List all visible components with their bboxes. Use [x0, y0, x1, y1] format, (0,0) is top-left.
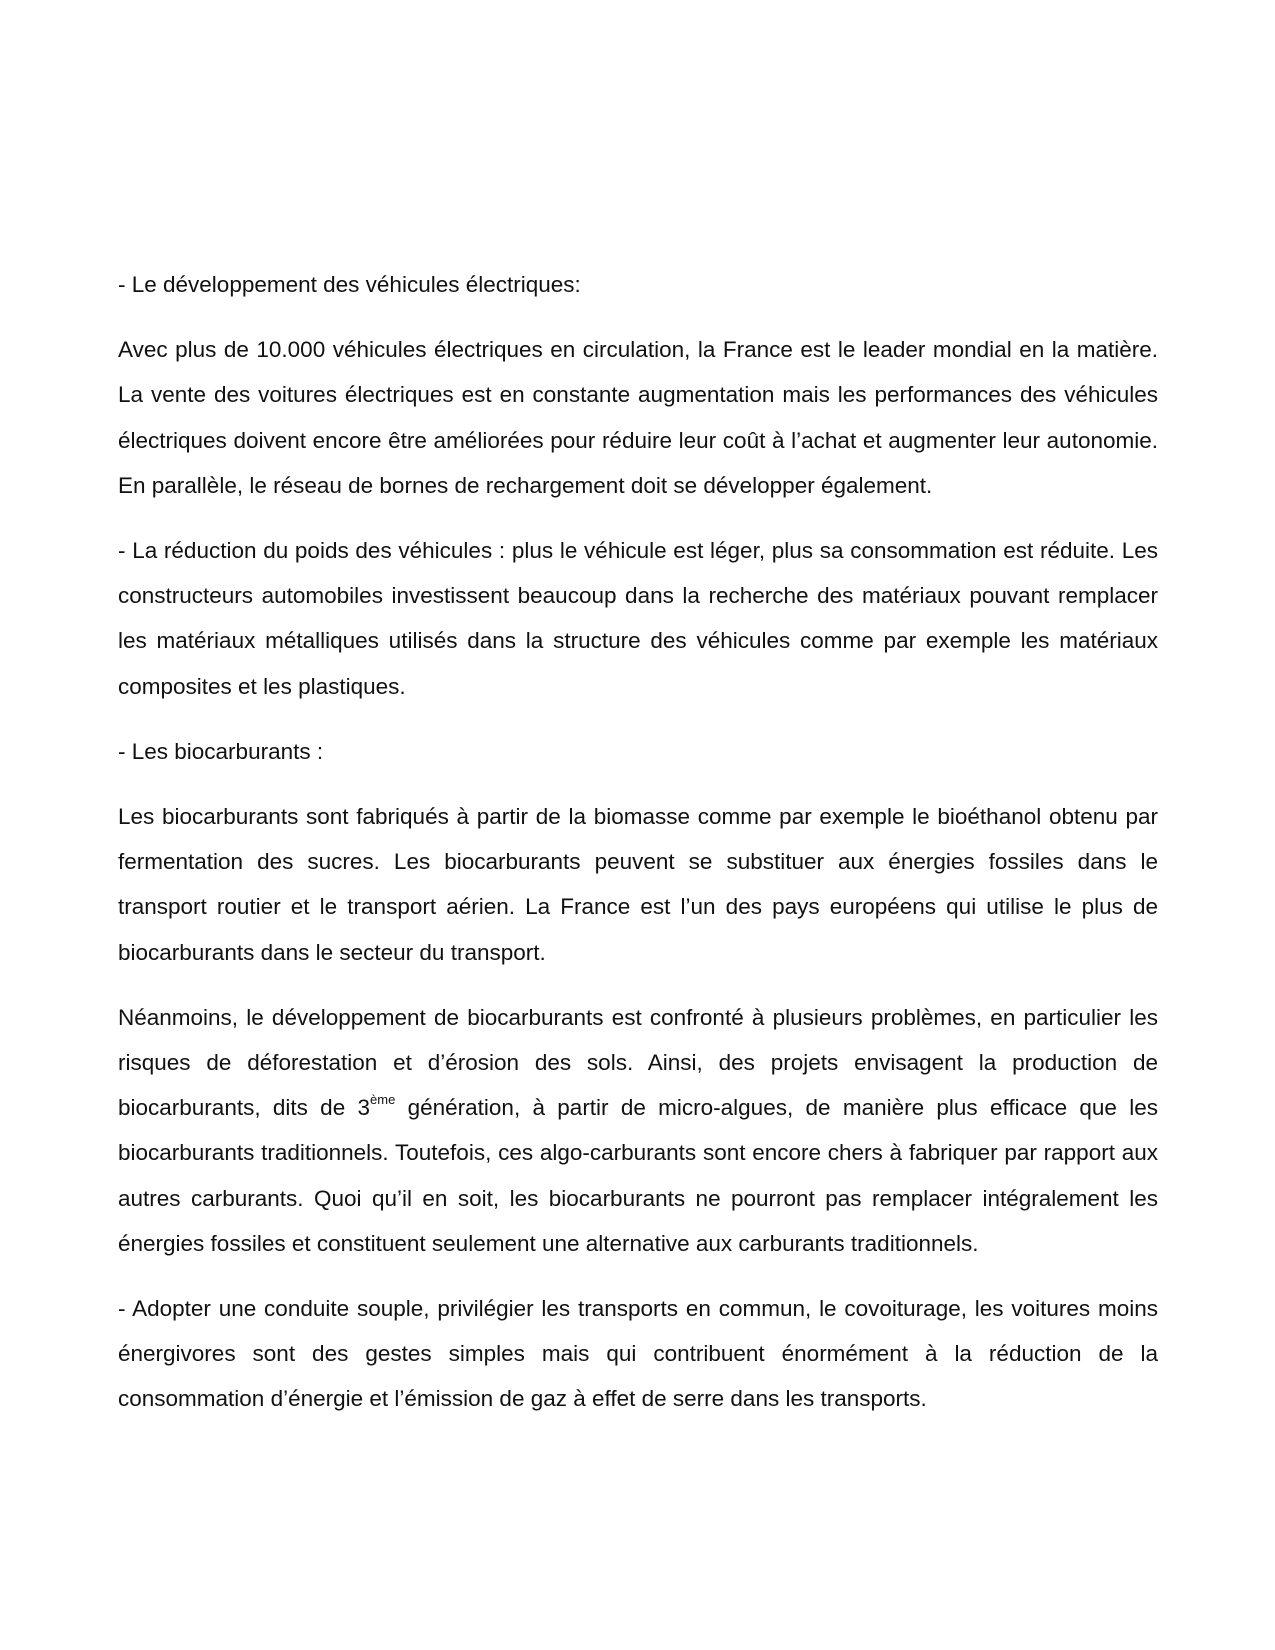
- ordinal-superscript: ème: [370, 1091, 396, 1107]
- electric-vehicles-heading: - Le développement des véhicules électriques:: [118, 272, 581, 297]
- biofuels-paragraph: Les biocarburants sont fabriqués à partir de la biomasse comme par exemple le bioéthanol obtenu par fermentation des sucres. Les biocarburants peuvent se substituer aux énergies fossiles dans le transport routier et le transport aérien. La France est l’un des pays européens qui utilise le plus de biocarburants dans le secteur du transport.: [118, 804, 1158, 965]
- document-body: [118, 262, 1158, 1442]
- biofuels-heading: - Les biocarburants :: [118, 738, 324, 764]
- biofuels-issues-text-start: Néanmoins, le développement de biocarburants est confronté à plusieurs problèmes, en particulier les risques de déforestation et d’érosion des sols. Ainsi, des projets envisagent la production de biocarburants, dits de 3: [118, 1004, 1158, 1121]
- electric-vehicles-paragraph: Avec plus de 10.000 véhicules électriques en circulation, la France est le leader mondial en la matière. La vente des voitures électriques est en constante augmentation mais les performances des véhicules électriques doivent encore être améliorées pour réduire leur coût à l’achat et augmenter leur autonomie. En parallèle, le réseau de bornes de rechargement doit se développer également.: [118, 337, 1158, 498]
- biofuels-issues-paragraph: [118, 995, 1158, 1266]
- driving-habits-paragraph: - Adopter une conduite souple, privilégier les transports en commun, le covoiturage, les voitures moins énergivores sont des gestes simples mais qui contribuent énormément à la réduction de la consommation d’énergie et l’émission de gaz à effet de serre dans les transports.: [118, 1296, 1158, 1412]
- biofuels-issues-text-end: génération, à partir de micro-algues, de manière plus efficace que les biocarburants traditionnels. Toutefois, ces algo-carburants sont encore chers à fabriquer par rapport aux autres carburants. Quoi qu’il en soit, les biocarburants ne pourront pas remplacer intégralement les énergies fossiles et constituent seulement une alternative aux carburants traditionnels.: [118, 1095, 1158, 1256]
- vehicle-weight-paragraph: - La réduction du poids des véhicules : plus le véhicule est léger, plus sa consommation est réduite. Les constructeurs automobiles investissent beaucoup dans la recherche des matériaux pouvant remplacer les matériaux métalliques utilisés dans la structure des véhicules comme par exemple les matériaux composites et les plastiques.: [118, 538, 1158, 699]
